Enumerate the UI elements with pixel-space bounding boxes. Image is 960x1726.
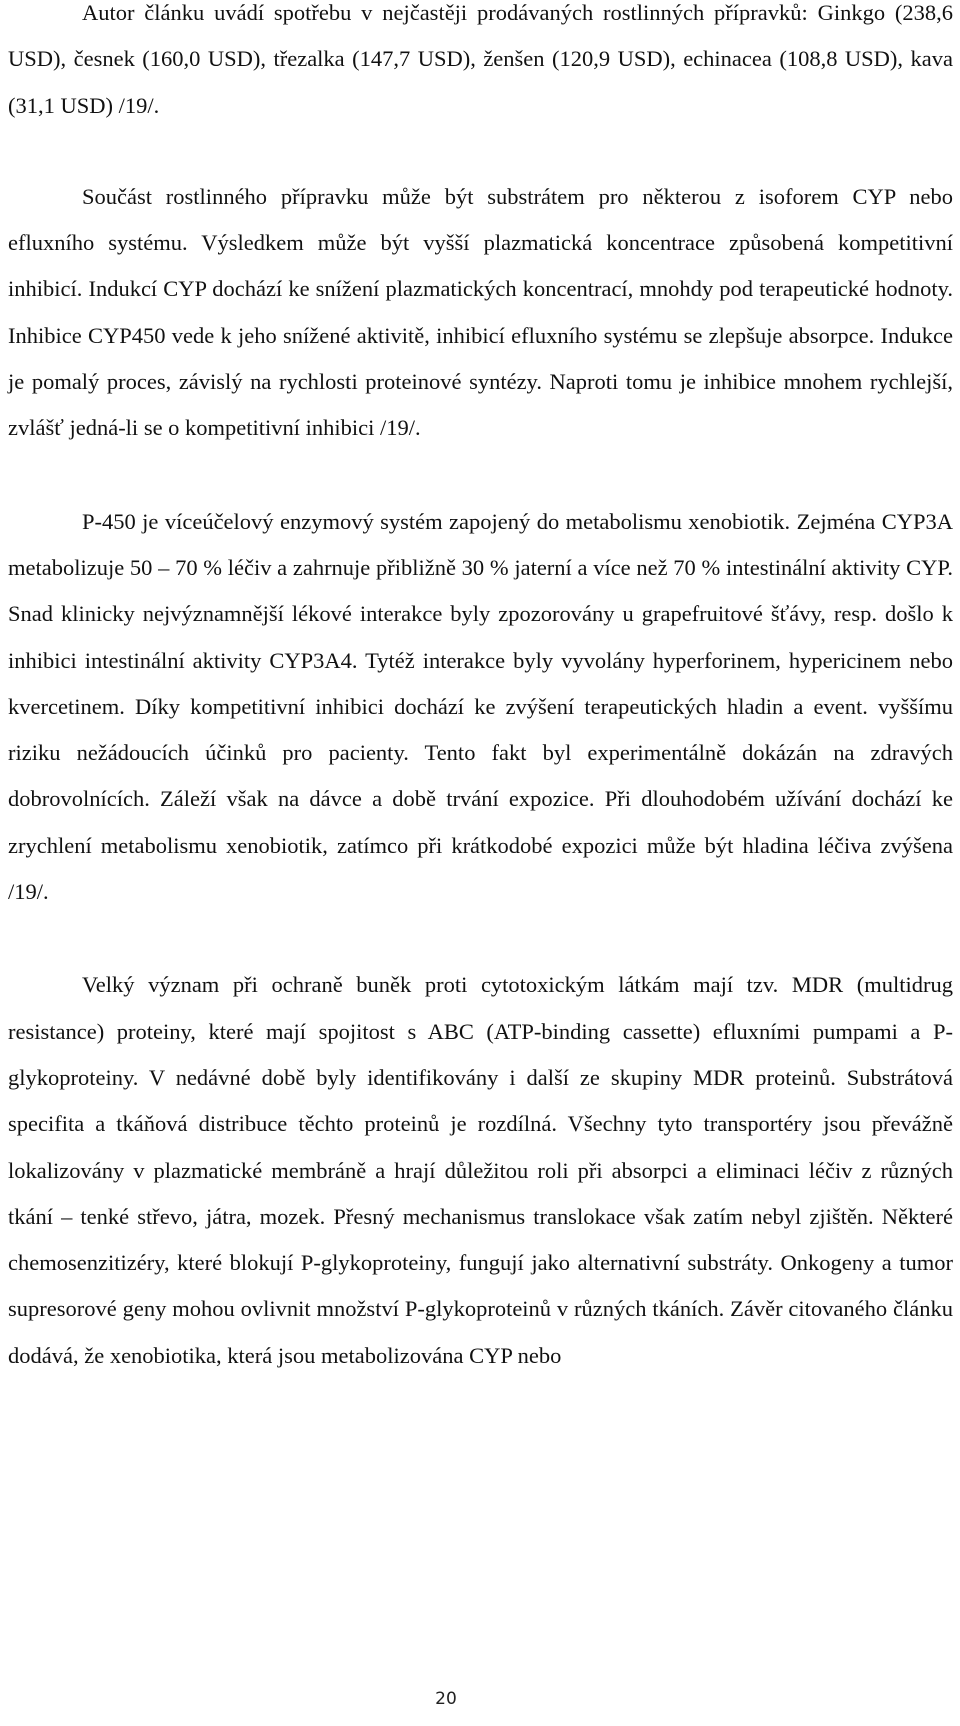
body-text: [8, 0, 953, 1379]
paragraph-cyp-substrate: Součást rostlinného přípravku může být substrátem pro některou z isoforem CYP nebo efluxního systému. Výsledkem může být vyšší plazmatická koncentrace způsobená kompetitivní inhibicí. Indukcí CYP dochází ke snížení plazmatických koncentrací, mnohdy pod terapeutické hodnoty. Inhibice CYP450 vede k jeho snížené aktivitě, inhibicí efluxního systému se zlepšuje absorpce. Indukce je pomalý proces, závislý na rychlosti proteinové syntézy. Naproti tomu je inhibice mnohem rychlejší, zvlášť jedná-li se o kompetitivní inhibici /19/.: [8, 183, 953, 441]
paragraph-mdr-proteins: Velký význam při ochraně buněk proti cytotoxickým látkám mají tzv. MDR (multidrug resistance) proteiny, které mají spojitost s ABC (ATP-binding cassette) efluxními pumpami a P-glykoproteiny. V nedávné době byly identifikovány i další ze skupiny MDR proteinů. Substrátová specifita a tkáňová distribuce těchto proteinů je rozdílná. Všechny tyto transportéry jsou převážně lokalizovány v plazmatické membráně a hrají důležitou roli při absorpci a eliminaci léčiv z různých tkání – tenké střevo, játra, mozek. Přesný mechanismus translokace však zatím nebyl zjištěn. Některé chemosenzitizéry, které blokují P-glykoproteiny, fungují jako alternativní substráty. Onkogeny a tumor supresorové geny mohou ovlivnit množství P-glykoproteinů v různých tkáních. Závěr citovaného článku dodává, že xenobiotika, která jsou metabolizována CYP nebo: [8, 972, 953, 1368]
paragraph-plant-product-spending: Autor článku uvádí spotřebu v nejčastěji prodávaných rostlinných přípravků: Ginkgo (238,6 USD), česnek (160,0 USD), třezalka (147,7 USD), ženšen (120,9 USD), echinacea (108,8 USD), kava (31,1 USD) /19/.: [8, 0, 953, 118]
page-number: 20: [435, 1689, 457, 1709]
paragraph-p450-metabolism: P-450 je víceúčelový enzymový systém zapojený do metabolismu xenobiotik. Zejména CYP3A metabolizuje 50 – 70 % léčiv a zahrnuje přibližně 30 % jaterní a více než 70 % intestinální aktivity CYP. Snad klinicky nejvýznamnější lékové interakce byly zpozorovány u grapefruitové šťávy, resp. došlo k inhibici intestinální aktivity CYP3A4. Tytéž interakce byly vyvolány hyperforinem, hypericinem nebo kvercetinem. Díky kompetitivní inhibici dochází ke zvýšení terapeutických hladin a event. vyššímu riziku nežádoucích účinků pro pacienty. Tento fakt byl experimentálně dokázán na zdravých dobrovolnících. Záleží však na dávce a době trvání expozice. Při dlouhodobém užívání dochází ke zrychlení metabolismu xenobiotik, zatímco při krátkodobé expozici může být hladina léčiva zvýšena /19/.: [8, 508, 953, 905]
document-page: [8, 0, 953, 1726]
